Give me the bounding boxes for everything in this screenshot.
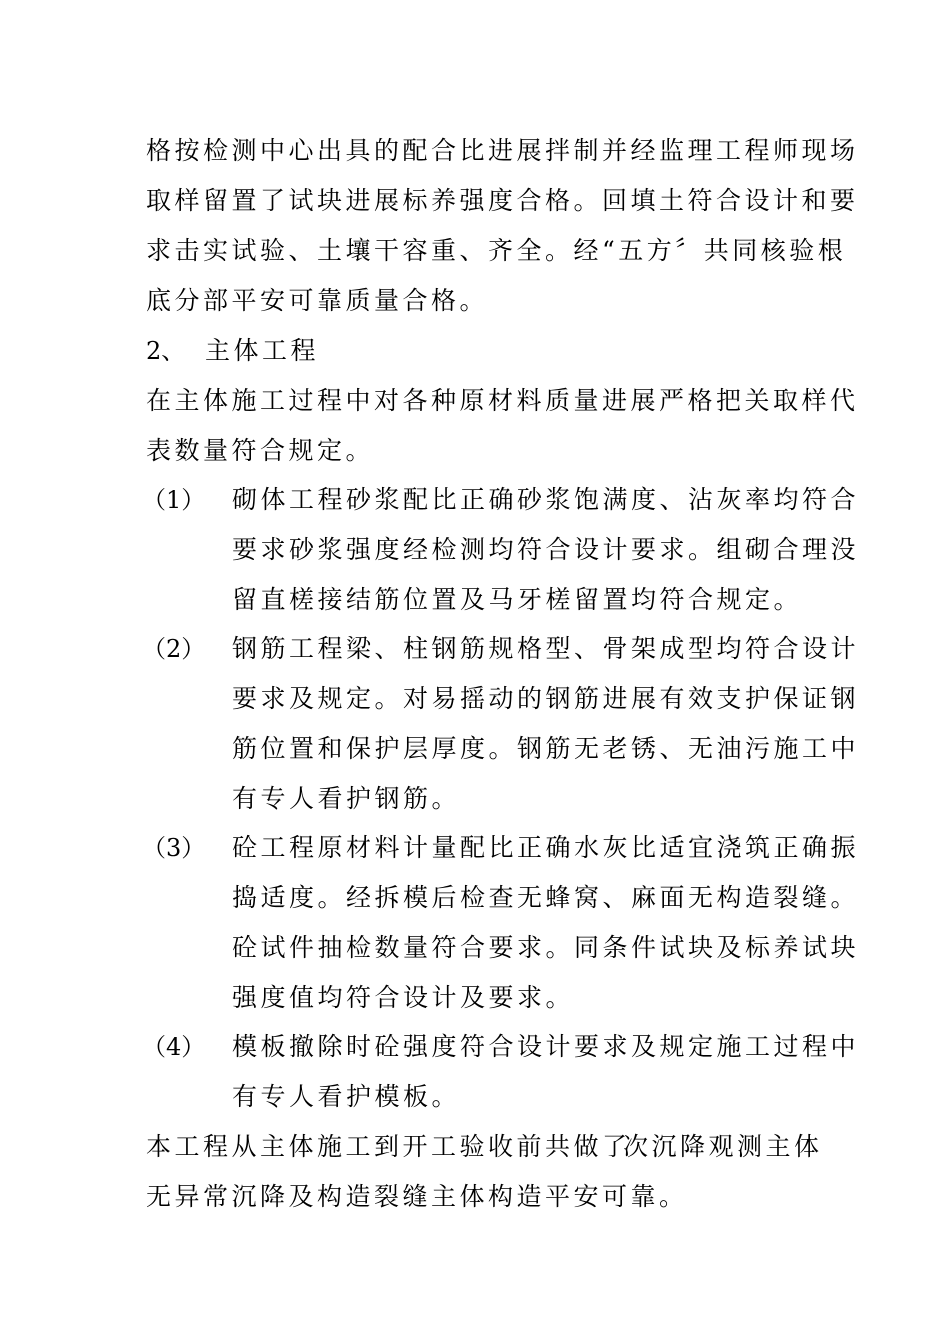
item-3-line-2: 捣适度。经拆模后检查无蜂窝、麻面无构造裂缝。: [232, 883, 860, 912]
intro-line-2: 取样留置了试块进展标养强度合格。回填土符合设计和要: [146, 186, 859, 215]
item-2-marker: （2）: [142, 635, 206, 663]
item-3-line-3: 砼试件抽检数量符合要求。同条件试块及标养试块: [232, 933, 860, 962]
item-2-line-2: 要求及规定。对易摇动的钢筋进展有效支护保证钢: [232, 684, 860, 713]
item-1-line-3: 留直槎接结筋位置及马牙槎留置均符合规定。: [232, 585, 803, 614]
item-1-marker: （1）: [142, 486, 206, 514]
item-3-line-1: 砼工程原材料计量配比正确水灰比适宜浇筑正确振: [232, 833, 860, 862]
closing-line-1-part-1: 本工程从主体施工到开工验收前共做了: [146, 1132, 631, 1161]
intro-line-4: 底分部平安可靠质量合格。: [146, 286, 489, 315]
item-2-line-3: 筋位置和保护层厚度。钢筋无老锈、无油污施工中: [232, 734, 860, 763]
item-1-line-1: 砌体工程砂浆配比正确砂浆饱满度、沾灰率均符合: [232, 485, 860, 514]
intro-line-1: 格按检测中心出具的配合比进展拌制并经监理工程师现场: [146, 136, 859, 165]
closing-line-1-part-2: 次沉降观测主体: [623, 1132, 823, 1161]
section-intro-line-1: 在主体施工过程中对各种原材料质量进展严格把关取样代: [146, 386, 859, 415]
item-1-line-2: 要求砂浆强度经检测均符合设计要求。组砌合理没: [232, 535, 860, 564]
section-intro-line-2: 表数量符合规定。: [146, 436, 375, 465]
item-3-line-4: 强度值均符合设计及要求。: [232, 983, 575, 1012]
closing-line-2: 无异常沉降及构造裂缝主体构造平安可靠。: [146, 1182, 688, 1211]
item-2-line-4: 有专人看护钢筋。: [232, 784, 461, 813]
item-4-line-1: 模板撤除时砼强度符合设计要求及规定施工过程中: [232, 1032, 860, 1061]
item-4-line-2: 有专人看护模板。: [232, 1082, 461, 1111]
item-3-marker: （3）: [142, 834, 206, 862]
item-4-marker: （4）: [142, 1033, 206, 1061]
section-number: 2、: [146, 337, 186, 365]
item-2-line-1: 钢筋工程梁、柱钢筋规格型、骨架成型均符合设计: [232, 634, 860, 663]
section-title: 主体工程: [205, 336, 320, 365]
intro-line-3: 求击实试验、土壤干容重、齐全。经“五方〞共同核验根: [146, 236, 847, 265]
